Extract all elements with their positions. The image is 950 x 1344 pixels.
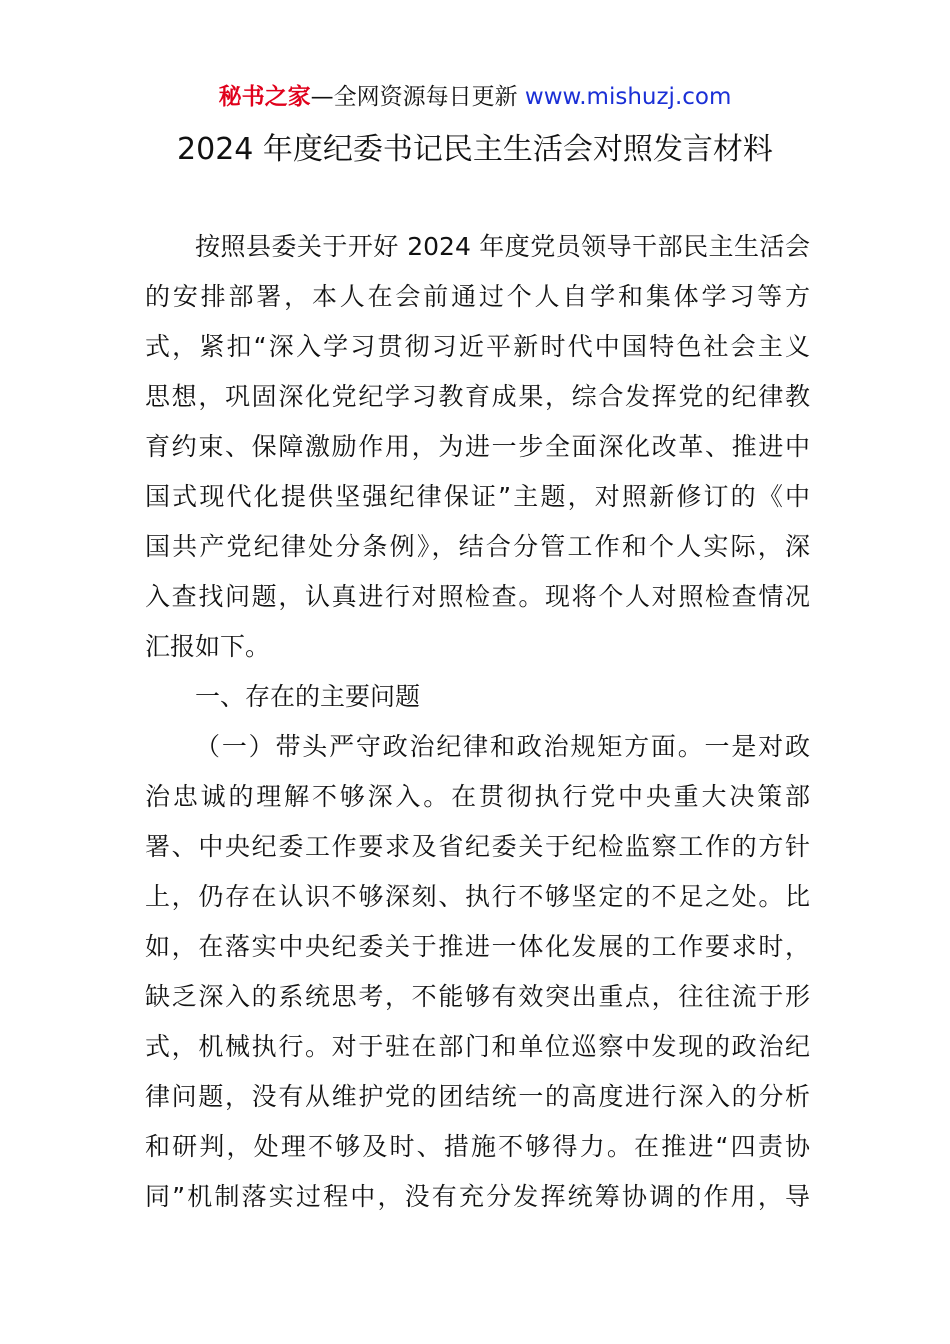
document-title: 2024 年度纪委书记民主生活会对照发言材料	[177, 132, 773, 167]
site-header	[0, 80, 950, 114]
paragraph-line: 的安排部署，本人在会前通过个人自学和集体学习等方	[145, 282, 810, 311]
header-tagline: —全网资源每日更新	[310, 84, 518, 110]
paragraph-line: 治忠诚的理解不够深入。在贯彻执行党中央重大决策部	[145, 782, 810, 811]
paragraph-line: 式，紧扣“深入学习贯彻习近平新时代中国特色社会主义	[145, 332, 810, 361]
paragraph-line: 国共产党纪律处分条例》，结合分管工作和个人实际，深	[145, 532, 810, 561]
paragraph-line: 如，在落实中央纪委关于推进一体化发展的工作要求时，	[145, 932, 810, 961]
paragraph-line: （一）带头严守政治纪律和政治规矩方面。一是对政	[195, 732, 810, 761]
paragraph-line: 国式现代化提供坚强纪律保证”主题，对照新修订的《中	[145, 482, 810, 511]
paragraph-line: 缺乏深入的系统思考，不能够有效突出重点，往往流于形	[145, 982, 810, 1011]
site-url-link[interactable]: www.mishuzj.com	[524, 84, 732, 110]
paragraph-line: 育约束、保障激励作用，为进一步全面深化改革、推进中	[145, 432, 810, 461]
paragraph-line: 同”机制落实过程中，没有充分发挥统筹协调的作用，导	[145, 1182, 810, 1211]
paragraph-line: 署、中央纪委工作要求及省纪委关于纪检监察工作的方针	[145, 832, 810, 861]
brand-name: 秘书之家	[218, 84, 311, 110]
section-heading: 一、存在的主要问题	[195, 682, 421, 711]
paragraph-line: 律问题，没有从维护党的团结统一的高度进行深入的分析	[145, 1082, 810, 1111]
paragraph-line: 式，机械执行。对于驻在部门和单位巡察中发现的政治纪	[145, 1032, 810, 1061]
paragraph-line: 入查找问题，认真进行对照检查。现将个人对照检查情况	[145, 582, 810, 611]
paragraph-line: 思想，巩固深化党纪学习教育成果，综合发挥党的纪律教	[145, 382, 810, 411]
paragraph-line: 按照县委关于开好 2024 年度党员领导干部民主生活会	[195, 232, 810, 261]
document-body	[145, 222, 810, 1222]
paragraph-line: 和研判，处理不够及时、措施不够得力。在推进“四责协	[145, 1132, 810, 1161]
paragraph-line: 上，仍存在认识不够深刻、执行不够坚定的不足之处。比	[145, 882, 810, 911]
paragraph-line: 汇报如下。	[145, 632, 271, 661]
